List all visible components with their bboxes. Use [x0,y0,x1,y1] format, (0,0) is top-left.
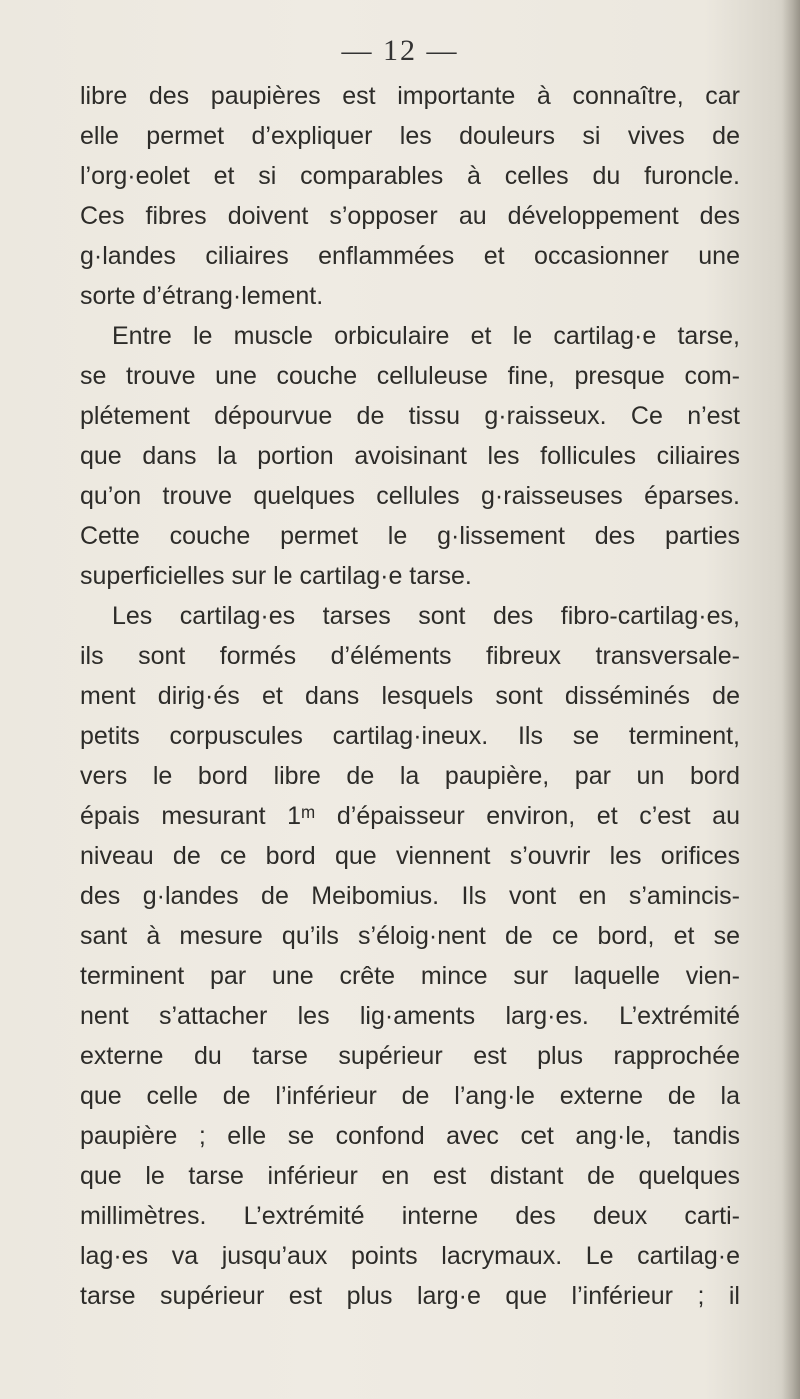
text-line: Ces fibres doivent s’opposer au développement des [80,202,740,230]
text-line: paupière ; elle se confond avec cet ang·le, tandis [80,1122,740,1150]
text-line: Entre le muscle orbiculaire et le cartilag·e tarse, [112,322,740,350]
text-line: externe du tarse supérieur est plus rapprochée [80,1042,740,1070]
body-text [80,76,740,1316]
text-line: Cette couche permet le g·lissement des parties [80,522,740,550]
text-line: terminent par une crête mince sur laquelle vien- [80,962,740,990]
text-line: lag·es va jusqu’aux points lacrymaux. Le cartilag·e [80,1242,740,1270]
text-line: qu’on trouve quelques cellules g·raisseuses éparses. [80,482,740,510]
text-line: vers le bord libre de la paupière, par un bord [80,762,740,790]
text-line: l’org·eolet et si comparables à celles du furoncle. [80,162,740,190]
text-line: niveau de ce bord que viennent s’ouvrir les orifices [80,842,740,870]
text-line: que le tarse inférieur en est distant de quelques [80,1162,740,1190]
text-line: libre des paupières est importante à connaître, car [80,82,740,110]
text-line: millimètres. L’extrémité interne des deux carti- [80,1202,740,1230]
page-number: — 12 — [341,34,459,67]
text-line: se trouve une couche celluleuse fine, presque com- [80,362,740,390]
text-line: sant à mesure qu’ils s’éloig·nent de ce bord, et se [80,922,740,950]
text-line: tarse supérieur est plus larg·e que l’inférieur ; il [80,1282,740,1310]
text-line: elle permet d’expliquer les douleurs si vives de [80,122,740,150]
text-line: plétement dépourvue de tissu g·raisseux. Ce n’est [80,402,740,430]
text-line: Les cartilag·es tarses sont des fibro-cartilag·es, [112,602,740,630]
text-line: que celle de l’inférieur de l’ang·le externe de la [80,1082,740,1110]
text-line: g·landes ciliaires enflammées et occasionner une [80,242,740,270]
text-line: sorte d’étrang·lement. [80,282,324,310]
text-line: nent s’attacher les lig·aments larg·es. L’extrémité [80,1002,740,1030]
text-line: ment dirig·és et dans lesquels sont disséminés de [80,682,740,710]
text-line: que dans la portion avoisinant les follicules ciliaires [80,442,740,470]
text-line: ils sont formés d’éléments fibreux transversale- [80,642,740,670]
page-edge-shadow [782,0,800,1399]
text-line: petits corpuscules cartilag·ineux. Ils se terminent, [80,722,740,750]
text-line: des g·landes de Meibomius. Ils vont en s’amincis- [80,882,740,910]
text-line: épais mesurant 1ᵐ d’épaisseur environ, et c’est au [80,802,740,830]
text-line: superficielles sur le cartilag·e tarse. [80,562,472,590]
